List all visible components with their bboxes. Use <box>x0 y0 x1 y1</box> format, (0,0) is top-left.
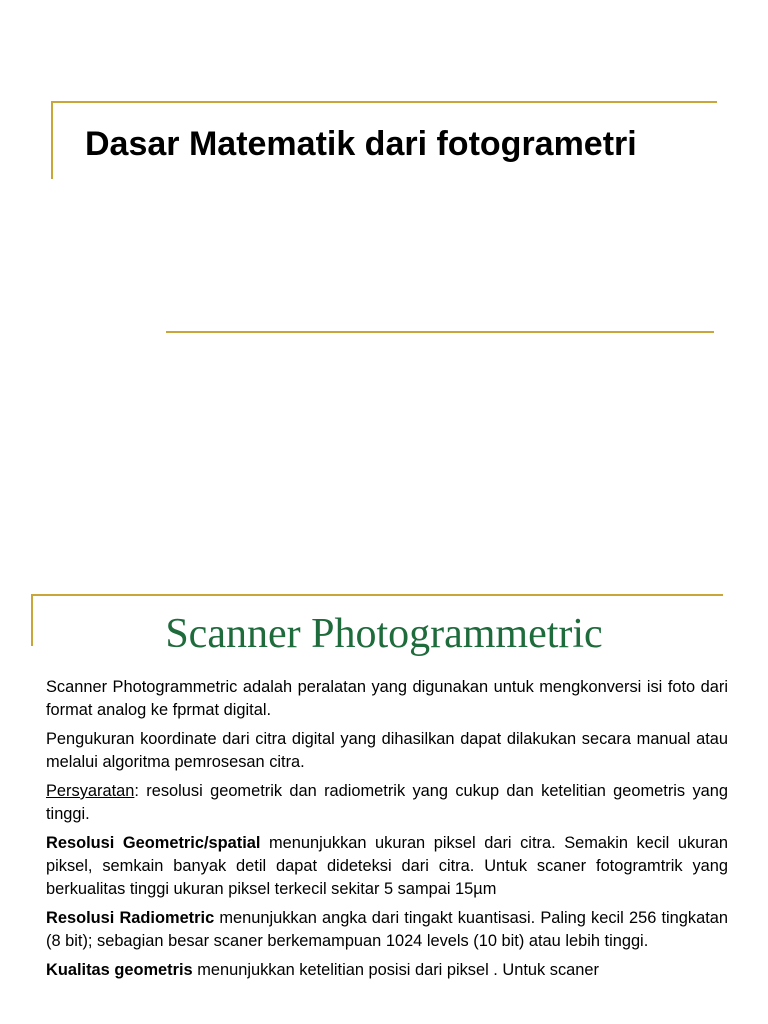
radiometric-resolution-term: Resolusi Radiometric <box>46 909 215 927</box>
slide1-title: Dasar Matematik dari fotogrametri <box>85 125 637 163</box>
slide1-left-rule <box>51 101 53 179</box>
slide2-top-rule <box>31 594 723 596</box>
paragraph-measurement: Pengukuran koordinate dari citra digital yang dihasilkan dapat dilakukan secara manual atau melalui algoritma pemrosesan citra. <box>46 730 728 771</box>
paragraph-scanner-definition: Scanner Photogrammetric adalah peralatan yang digunakan untuk mengkonversi isi foto dari format analog ke fprmat digital. <box>46 678 728 719</box>
paragraph-geometric-quality <box>46 959 728 982</box>
paragraph-radiometric-resolution <box>46 907 728 953</box>
slide2-body <box>46 676 728 988</box>
geometric-quality-text: menunjukkan ketelitian posisi dari piksel . Untuk scaner <box>192 961 599 979</box>
requirements-text: : resolusi geometrik dan radiometrik yang cukup dan ketelitian geometris yang tinggi. <box>46 782 728 823</box>
radiometric-resolution-text: menunjukkan angka dari tingakt kuantisasi. Paling kecil 256 tingkatan (8 bit); sebagian besar scaner berkemampuan 1024 levels (10 bit) atau lebih tinggi. <box>46 909 728 950</box>
paragraph-requirements <box>46 780 728 826</box>
geometric-resolution-text: menunjukkan ukuran piksel dari citra. Semakin kecil ukuran piksel, semkain banyak detil dapat dideteksi dari citra. Untuk scaner fotogramtrik yang berkualitas tinggi ukuran piksel terkecil sekitar 5 sampai 15µm <box>46 834 728 898</box>
requirements-label: Persyaratan <box>46 782 135 800</box>
paragraph-geometric-resolution <box>46 832 728 901</box>
slide2-title: Scanner Photogrammetric <box>165 611 603 657</box>
slide1-divider-rule <box>166 331 714 333</box>
geometric-resolution-term: Resolusi Geometric/spatial <box>46 834 261 852</box>
geometric-quality-term: Kualitas geometris <box>46 961 193 979</box>
slide1-top-rule <box>51 101 717 103</box>
